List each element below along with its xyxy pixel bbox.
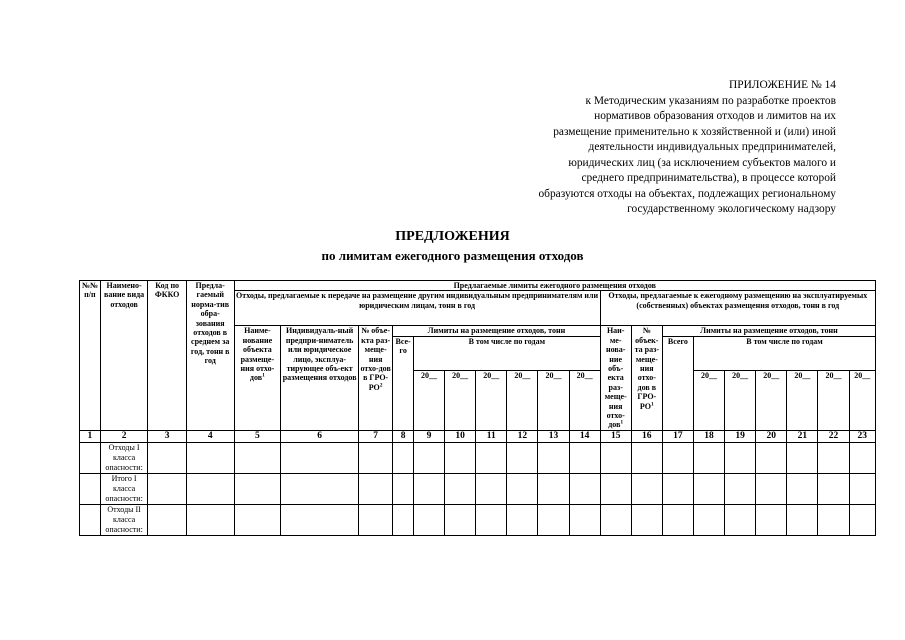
header-year: 20__ — [507, 370, 538, 430]
header-transfer-by-years: В том числе по годам — [413, 336, 600, 370]
header-year: 20__ — [787, 370, 818, 430]
header-transfer-to-others: Отходы, предлагаемые к передаче на размещение другим индивидуальным предпринимателям или юридическим лицам, тонн в год — [234, 291, 600, 326]
column-number: 12 — [507, 430, 538, 442]
header-year: 20__ — [413, 370, 444, 430]
appendix-line: к Методическим указаниям по разработке проектов — [585, 94, 836, 107]
header-proposed-limits: Предлагаемые лимиты ежегодного размещения отходов — [234, 281, 875, 291]
column-number: 14 — [569, 430, 600, 442]
column-number: 23 — [849, 430, 875, 442]
header-facility-name — [234, 326, 281, 430]
column-number: 8 — [393, 430, 414, 442]
column-number: 13 — [538, 430, 569, 442]
column-number: 15 — [600, 430, 631, 442]
header-gro-number-text: № объе-кта раз-меще-ния отхо-дов в ГРО-РО — [360, 326, 391, 392]
header-year: 20__ — [693, 370, 724, 430]
header-own-by-years: В том числе по годам — [693, 336, 875, 370]
header-operator: Индивидуаль-ный предпри-ниматель или юридическое лицо, эксплуа-тирующее объ-ект размещения отходов — [281, 326, 359, 430]
header-own-facility-name-text: Наи-ме-нова-ние объ-екта раз-меще-ния отхо-дов — [604, 326, 627, 430]
appendix-line: среднего предпринимательства), в процессе которой — [581, 172, 836, 184]
column-number: 18 — [693, 430, 724, 442]
header-transfer-limits: Лимиты на размещение отходов, тонн — [393, 326, 600, 336]
appendix-line: деятельности индивидуальных предпринимателей, — [588, 141, 836, 153]
column-number: 20 — [756, 430, 787, 442]
limits-table — [79, 280, 876, 536]
header-year: 20__ — [569, 370, 600, 430]
column-number: 16 — [631, 430, 662, 442]
document-subtitle: по лимитам ежегодного размещения отходов — [321, 248, 584, 263]
column-number: 9 — [413, 430, 444, 442]
column-number: 17 — [662, 430, 693, 442]
row-label: Отходы I класса опасности: — [100, 442, 148, 473]
header-waste-name: Наимено-вание вида отходов — [100, 281, 148, 431]
header-year: 20__ — [476, 370, 507, 430]
header-gro-number — [359, 326, 393, 430]
header-fkko-code: Код по ФККО — [148, 281, 186, 431]
row-label: Отходы II класса опасности: — [100, 504, 148, 535]
appendix-line: нормативов образования отходов и лимитов на их — [594, 110, 836, 122]
header-year: 20__ — [445, 370, 476, 430]
header-year: 20__ — [756, 370, 787, 430]
header-year: 20__ — [725, 370, 756, 430]
table-row — [80, 473, 876, 504]
column-number: 5 — [234, 430, 281, 442]
header-year: 20__ — [849, 370, 875, 430]
column-number: 19 — [725, 430, 756, 442]
footnote-1: 1 — [650, 401, 654, 407]
column-number: 22 — [818, 430, 849, 442]
footnote-1: 1 — [262, 372, 265, 379]
row-label: Итого I класса опасности: — [100, 473, 148, 504]
column-number: 4 — [186, 430, 234, 442]
column-number: 7 — [359, 430, 393, 442]
column-number: 1 — [80, 430, 101, 442]
column-number: 2 — [100, 430, 148, 442]
appendix-line: ПРИЛОЖЕНИЕ № 14 — [729, 79, 836, 91]
header-year: 20__ — [538, 370, 569, 430]
header-year: 20__ — [818, 370, 849, 430]
table-row — [80, 504, 876, 535]
column-number-row — [80, 430, 876, 442]
header-row-number: №№ п/п — [80, 281, 101, 431]
header-own-limits: Лимиты на размещение отходов, тонн — [662, 326, 875, 336]
appendix-line: юридических лиц (за исключением субъектов малого и — [568, 156, 836, 169]
column-number: 21 — [787, 430, 818, 442]
column-number: 11 — [476, 430, 507, 442]
footnote-1: 1 — [620, 419, 624, 426]
header-own-gro-number — [631, 326, 662, 430]
document-title: ПРЕДЛОЖЕНИЯ — [395, 229, 510, 244]
header-own-total: Всего — [662, 336, 693, 430]
appendix-line: образуются отходы на объектах, подлежащих региональному — [538, 187, 836, 200]
header-own-gro-number-text: № объек-та раз-меще-ния отхо-дов в ГРО-РО — [634, 326, 659, 411]
appendix-block — [480, 78, 836, 218]
table-row — [80, 442, 876, 473]
column-number: 6 — [281, 430, 359, 442]
column-number: 3 — [148, 430, 186, 442]
header-formation-norm: Предла-гаемый норма-тив обра-зования отходов в среднем за год, тонн в год — [186, 281, 234, 431]
footnote-2: 2 — [379, 382, 383, 389]
appendix-line: государственному экологическому надзору — [627, 203, 836, 215]
appendix-line: размещение применительно к хозяйственной и (или) иной — [553, 125, 836, 138]
header-own-facility-name — [600, 326, 631, 430]
header-own-facilities: Отходы, предлагаемые к ежегодному размещению на эксплуатируемых (собственных) объектах размещения отходов, тонн в год — [600, 291, 875, 326]
header-transfer-total: Все-го — [393, 336, 414, 430]
column-number: 10 — [445, 430, 476, 442]
header-facility-name-text: Наиме-нование объекта размеще-ния отхо-дов — [240, 326, 275, 383]
